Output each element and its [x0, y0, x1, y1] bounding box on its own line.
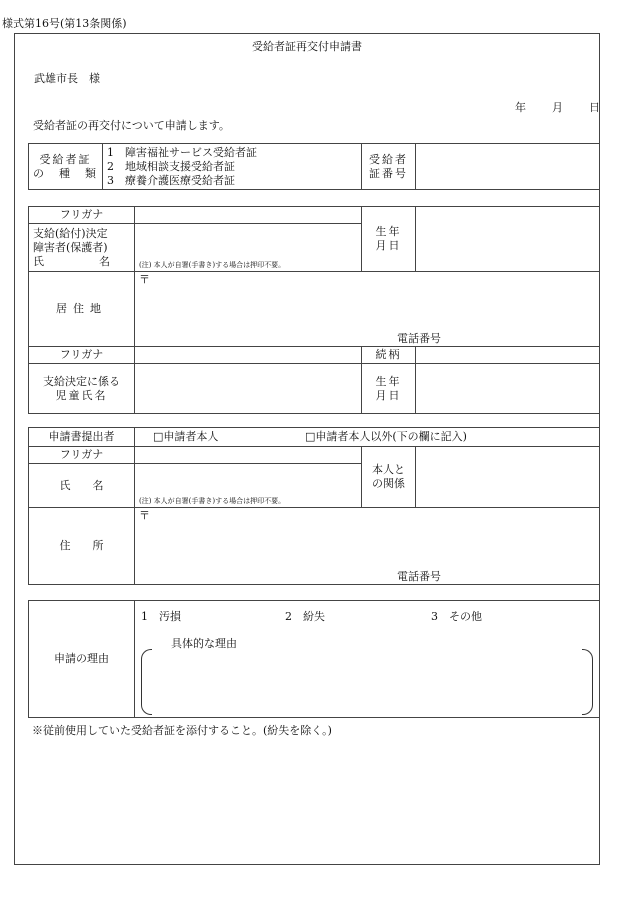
applicant-address-field[interactable] [135, 508, 600, 585]
recipient-table [28, 206, 600, 414]
signature-note: (注) 本人が自署(手書き)する場合は押印不要。 [139, 261, 286, 269]
applicant-relation-label: 本人と の関係 [362, 447, 416, 508]
applicant-furigana-field[interactable] [135, 447, 362, 464]
footnote: ※従前使用していた受給者証を添付すること。(紛失を除く。) [32, 724, 332, 737]
submitter-label: 申請書提出者 [29, 428, 135, 447]
recipient-name-field[interactable] [135, 224, 362, 272]
cert-type-option[interactable]: 2 地域相談支援受給者証 [107, 159, 235, 173]
date-day: 日 [589, 101, 600, 114]
residence-field[interactable] [135, 272, 600, 347]
birth-field[interactable] [416, 207, 600, 272]
reason-content [135, 601, 600, 718]
furigana-field[interactable] [135, 207, 362, 224]
date-year: 年 [515, 101, 526, 114]
applicant-name-label: 氏 名 [29, 464, 135, 508]
cert-type-option[interactable]: 3 療養介護医療受給者証 [107, 173, 235, 187]
child-name-field[interactable] [135, 364, 362, 414]
reason-table [28, 600, 600, 718]
cert-type-option[interactable]: 1 障害福祉サービス受給者証 [107, 145, 257, 159]
child-furigana-field[interactable] [135, 347, 362, 364]
option-other-checkbox[interactable]: □申請者本人以外(下の欄に記入) [305, 430, 467, 443]
reason-label: 申請の理由 [29, 601, 135, 718]
relation-label: 続柄 [362, 347, 416, 364]
applicant-furigana-label: フリガナ [29, 447, 135, 464]
furigana-label: フリガナ [29, 207, 135, 224]
phone-label: 電話番号 [397, 332, 441, 345]
recipient-name-label: 支給(給付)決定 障害者(保護者) 氏 名 [29, 224, 135, 272]
cert-number-field[interactable] [416, 144, 600, 190]
form-number: 様式第16号(第13条関係) [2, 17, 127, 30]
residence-label: 居住地 [29, 272, 135, 347]
postal-mark: 〒 [139, 273, 150, 286]
child-birth-field[interactable] [416, 364, 600, 414]
cert-type-options [103, 144, 362, 190]
left-bracket [141, 649, 152, 715]
right-bracket [582, 649, 593, 715]
cert-table [28, 143, 600, 190]
applicant-table [28, 427, 600, 585]
applicant-signature-note: (注) 本人が自署(手書き)する場合は押印不要。 [139, 497, 286, 505]
reason-option-soiled[interactable]: 1 汚損 [141, 610, 181, 623]
cert-number-label: 受給者 証番号 [362, 144, 416, 190]
child-name-label: 支給決定に係る 児童氏名 [29, 364, 135, 414]
birth-label: 生年 月日 [362, 207, 416, 272]
reason-detail-label: 具体的な理由 [171, 637, 237, 650]
date-month: 月 [552, 101, 563, 114]
option-self-checkbox[interactable]: □申請者本人 [153, 430, 219, 443]
form-title: 受給者証再交付申請書 [252, 40, 362, 53]
relation-field[interactable] [416, 347, 600, 364]
child-birth-label: 生年 月日 [362, 364, 416, 414]
intro-text: 受給者証の再交付について申請します。 [33, 119, 230, 132]
applicant-postal-mark: 〒 [139, 509, 150, 522]
applicant-name-field[interactable] [135, 464, 362, 508]
applicant-phone-label: 電話番号 [397, 570, 441, 583]
cert-type-label: 受給者証 の 種 類 [29, 144, 103, 190]
child-furigana-label: フリガナ [29, 347, 135, 364]
applicant-address-label: 住 所 [29, 508, 135, 585]
applicant-relation-field[interactable] [416, 447, 600, 508]
submitter-options [135, 428, 600, 447]
reason-option-other[interactable]: 3 その他 [431, 610, 482, 623]
addressee: 武雄市長 様 [34, 72, 100, 85]
reason-option-lost[interactable]: 2 紛失 [285, 610, 325, 623]
reason-detail-box[interactable] [141, 637, 593, 713]
